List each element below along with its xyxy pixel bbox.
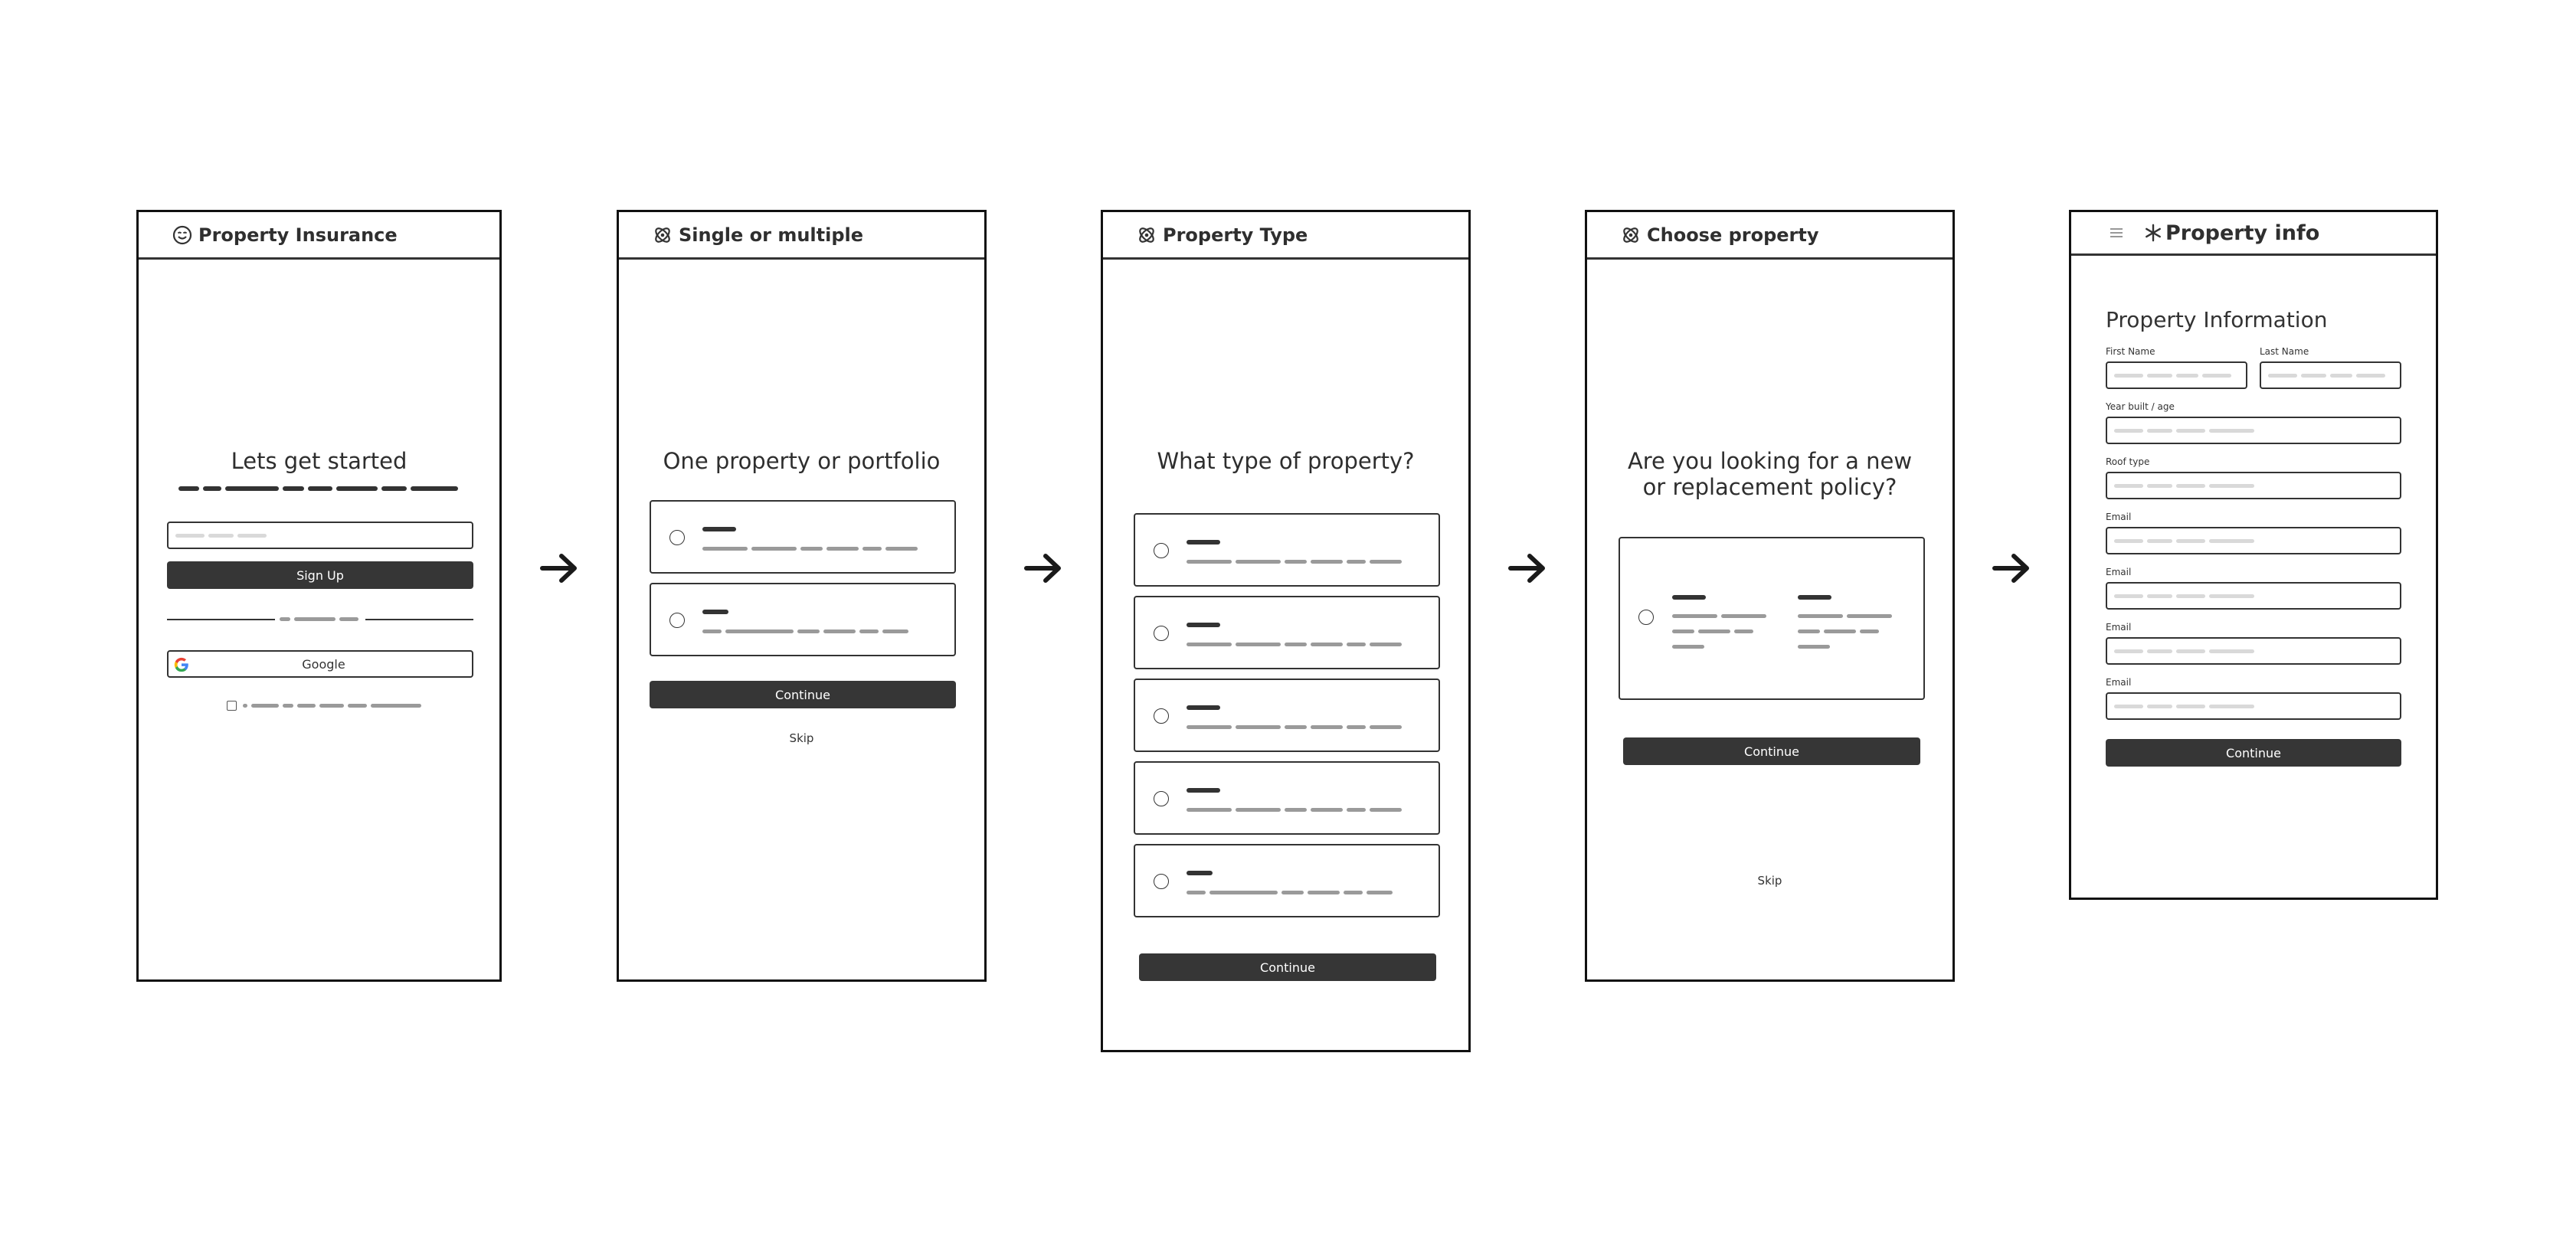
roof-type-input[interactable] [2106,472,2401,499]
screen-property-type [1101,210,1471,1052]
flow-arrow-icon [538,550,581,587]
field-label: Email [2106,622,2132,633]
screen-header [139,212,499,260]
email-input[interactable] [2106,692,2401,720]
option-card[interactable] [1134,679,1440,752]
screen-single-or-multiple [617,210,987,982]
email-input[interactable] [167,522,473,549]
signup-button[interactable]: Sign Up [167,561,473,589]
screen-choose-property [1585,210,1955,982]
email-input[interactable] [2106,527,2401,554]
google-icon [173,656,190,673]
option-card[interactable] [1134,761,1440,835]
screen-header [2071,212,2436,256]
option-card[interactable] [650,583,956,656]
or-divider [167,616,473,623]
heading-line-2: or replacement policy? [1642,474,1897,500]
year-built-input[interactable] [2106,417,2401,444]
terms-row [227,701,425,711]
first-name-input[interactable] [2106,361,2247,389]
option-card[interactable] [1619,537,1925,700]
page-heading [1587,448,1952,500]
option-column-left [1672,595,1770,649]
flow-arrow-icon [1990,550,2033,587]
screen-title: Property Type [1163,224,1308,246]
atom-icon [653,225,673,245]
terms-checkbox[interactable] [227,701,237,711]
atom-icon [1621,225,1641,245]
radio-button[interactable] [669,613,685,628]
email-input[interactable] [2106,637,2401,665]
google-button-label: Google [302,656,345,672]
screen-signup [136,210,502,982]
smiley-icon [172,225,192,245]
field-label: Roof type [2106,456,2150,467]
page-heading: Lets get started [231,448,408,474]
field-label: First Name [2106,346,2155,357]
page-heading: What type of property? [1157,448,1415,474]
screen-header [1103,212,1468,260]
skip-link[interactable]: Skip [1757,874,1782,888]
screen-title: Property info [2165,221,2320,245]
continue-button[interactable]: Continue [2106,739,2401,767]
screen-property-info [2069,210,2438,900]
continue-button[interactable]: Continue [1139,953,1436,981]
form-heading: Property Information [2106,307,2328,332]
radio-button[interactable] [1154,708,1169,724]
radio-button[interactable] [1154,626,1169,641]
option-card[interactable] [1134,844,1440,917]
skip-link[interactable]: Skip [789,731,814,745]
flow-arrow-icon [1022,550,1065,587]
option-column-right [1798,595,1896,649]
field-label: Email [2106,677,2132,688]
field-label: Email [2106,567,2132,577]
radio-button[interactable] [669,530,685,545]
option-card[interactable] [1134,596,1440,669]
field-label: Year built / age [2106,401,2175,412]
option-card[interactable] [650,500,956,574]
email-input[interactable] [2106,582,2401,610]
page-heading: One property or portfolio [663,448,941,474]
radio-button[interactable] [1154,543,1169,558]
last-name-input[interactable] [2260,361,2401,389]
flow-arrow-icon [1506,550,1549,587]
screen-header [619,212,984,260]
screen-title: Choose property [1647,224,1819,246]
subtitle-placeholder [178,486,470,491]
option-card[interactable] [1134,513,1440,587]
atom-icon [1137,225,1157,245]
google-signin-button[interactable] [167,650,473,678]
field-label: Email [2106,512,2132,522]
continue-button[interactable]: Continue [1623,737,1920,765]
continue-button[interactable]: Continue [650,681,956,708]
hamburger-icon[interactable] [2110,227,2123,238]
screen-title: Property Insurance [198,224,398,246]
screen-title: Single or multiple [679,224,864,246]
radio-button[interactable] [1154,791,1169,806]
radio-button[interactable] [1638,610,1654,625]
heading-line-1: Are you looking for a new [1627,448,1913,474]
field-label: Last Name [2260,346,2309,357]
screen-header [1587,212,1952,260]
asterisk-icon [2144,224,2162,242]
radio-button[interactable] [1154,874,1169,889]
